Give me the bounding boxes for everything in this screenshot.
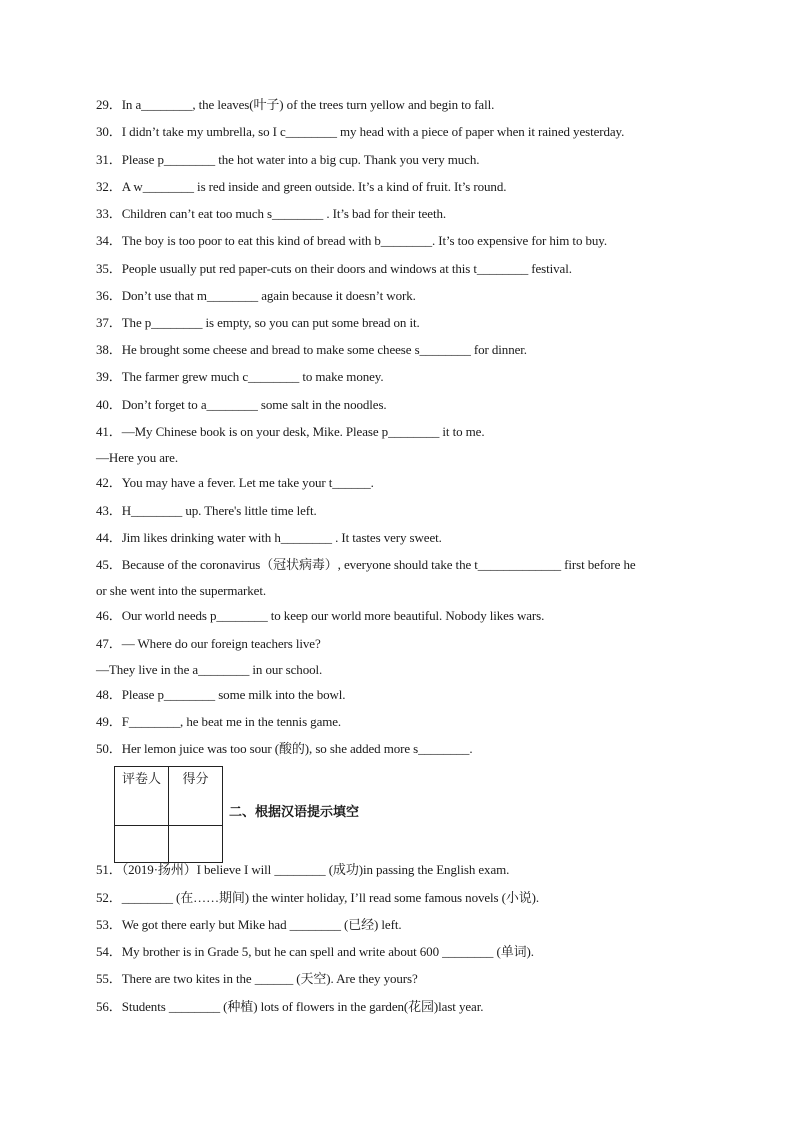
question-45: 45．Because of the coronavirus（冠状病毒）, everyone should take the t_____________ first before he — [96, 557, 636, 572]
question-39: 39．The farmer grew much c________ to make money. — [96, 369, 384, 384]
question-38: 38．He brought some cheese and bread to make some cheese s________ for dinner. — [96, 342, 527, 357]
section-title: 二、根据汉语提示填空 — [229, 805, 360, 820]
score-header: 得分 — [169, 767, 223, 826]
score-cell — [169, 826, 223, 863]
question-51: 51．（2019·扬州）I believe I will ________ (成功)in passing the English exam. — [96, 862, 510, 877]
question-50: 50．Her lemon juice was too sour (酸的), so she added more s________. — [96, 741, 473, 756]
question-40: 40．Don’t forget to a________ some salt in the noodles. — [96, 397, 387, 412]
question-41-answer: —Here you are. — [96, 450, 178, 465]
question-46: 46．Our world needs p________ to keep our world more beautiful. Nobody likes wars. — [96, 608, 545, 623]
question-34: 34．The boy is too poor to eat this kind of bread with b________. It’s too expensive for him to buy. — [96, 233, 607, 248]
question-52: 52．________ (在……期间) the winter holiday, I’ll read some famous novels (小说). — [96, 890, 540, 905]
question-54: 54．My brother is in Grade 5, but he can spell and write about 600 ________ (单词). — [96, 944, 534, 959]
question-44: 44．Jim likes drinking water with h________ . It tastes very sweet. — [96, 530, 442, 545]
question-32: 32．A w________ is red inside and green outside. It’s a kind of fruit. It’s round. — [96, 179, 507, 194]
question-55: 55．There are two kites in the ______ (天空). Are they yours? — [96, 971, 418, 986]
question-43: 43．H________ up. There's little time left. — [96, 503, 317, 518]
question-37: 37．The p________ is empty, so you can put some bread on it. — [96, 315, 420, 330]
question-45-continued: or she went into the supermarket. — [96, 583, 266, 598]
question-47-answer: —They live in the a________ in our school. — [96, 662, 323, 677]
question-48: 48．Please p________ some milk into the bowl. — [96, 687, 346, 702]
question-56: 56．Students ________ (种植) lots of flowers in the garden(花园)last year. — [96, 999, 484, 1014]
question-29: 29．In a________, the leaves(叶子) of the trees turn yellow and begin to fall. — [96, 97, 495, 112]
question-36: 36．Don’t use that m________ again because it doesn’t work. — [96, 288, 416, 303]
question-31: 31．Please p________ the hot water into a big cup. Thank you very much. — [96, 152, 480, 167]
grader-header: 评卷人 — [115, 767, 169, 826]
score-table — [114, 766, 223, 863]
question-41: 41．—My Chinese book is on your desk, Mike. Please p________ it to me. — [96, 424, 485, 439]
question-42: 42．You may have a fever. Let me take your t______. — [96, 475, 374, 490]
question-33: 33．Children can’t eat too much s________ . It’s bad for their teeth. — [96, 206, 447, 221]
question-53: 53．We got there early but Mike had ________ (已经) left. — [96, 917, 402, 932]
question-47: 47．— Where do our foreign teachers live? — [96, 636, 321, 651]
question-49: 49．F________, he beat me in the tennis game. — [96, 714, 342, 729]
grader-cell — [115, 826, 169, 863]
question-35: 35．People usually put red paper-cuts on their doors and windows at this t________ festival. — [96, 261, 572, 276]
question-30: 30．I didn’t take my umbrella, so I c________ my head with a piece of paper when it rained yesterday. — [96, 124, 625, 139]
